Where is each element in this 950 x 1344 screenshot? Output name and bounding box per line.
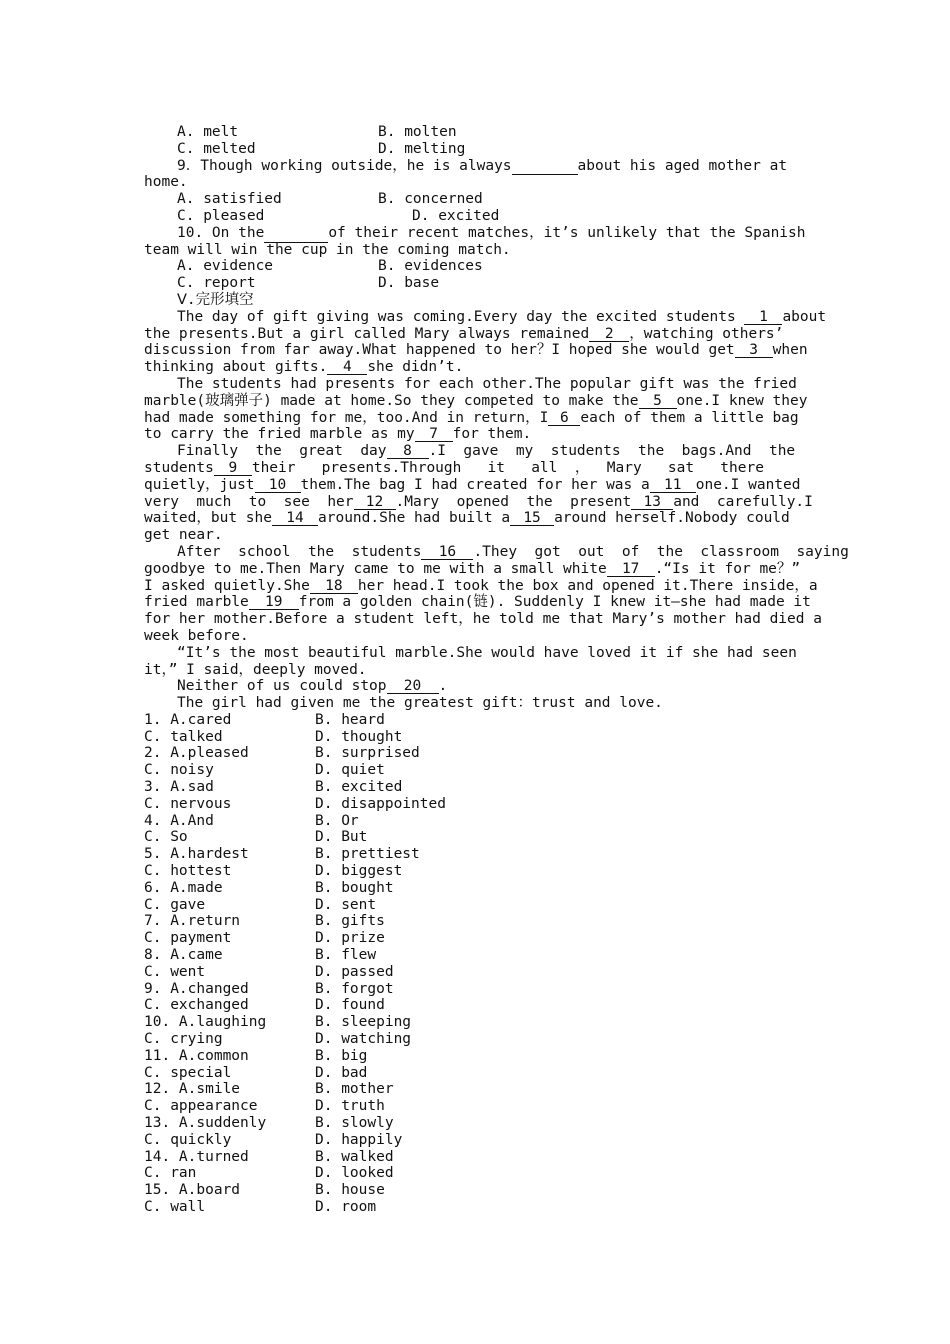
options-list	[144, 712, 806, 1216]
blank-6: 6	[548, 411, 580, 426]
passage-line: for her mother.Before a student left，he told me that Mary’s mother had died a	[144, 611, 822, 628]
option-right: D. bad	[315, 1064, 368, 1081]
q10-options-row-1	[144, 258, 806, 275]
blank-15: 15	[510, 511, 554, 526]
blank-16: 16	[421, 545, 473, 560]
option-row	[144, 813, 806, 830]
option-row	[144, 1132, 806, 1149]
option-row	[144, 913, 806, 930]
option-row	[144, 829, 806, 846]
q9-option-c: C. pleased	[177, 207, 265, 224]
option-row	[144, 1098, 806, 1115]
option-left: 12. A.smile	[144, 1081, 241, 1098]
blank-11: 11	[650, 478, 696, 493]
option-right: D. prize	[315, 930, 385, 947]
blank-9: 9	[214, 461, 252, 476]
option-row	[144, 880, 806, 897]
option-right: B. excited	[315, 779, 403, 796]
q10-option-a: A. evidence	[177, 258, 274, 275]
passage-line: waited，but she 14 around.She had built a 15 around herself.Nobody could	[144, 510, 790, 527]
option-right: D. truth	[315, 1098, 385, 1115]
option-left: C. quickly	[144, 1131, 232, 1148]
passage-line: Finally the great day 8 .I gave my students the bags.And the	[177, 443, 796, 460]
q8-options-row-2	[144, 141, 806, 158]
option-right: D. passed	[315, 963, 394, 980]
option-left: 6. A.made	[144, 879, 223, 896]
option-right: B. prettiest	[315, 846, 420, 863]
blank-5: 5	[639, 394, 677, 409]
blank-14: 14	[272, 511, 318, 526]
option-left: C. went	[144, 963, 206, 980]
passage-line: discussion from far away.What happened to her？I hoped she would get 3 when	[144, 342, 808, 359]
q8-option-c: C. melted	[177, 140, 256, 157]
option-row	[144, 745, 806, 762]
option-right: B. flew	[315, 947, 377, 964]
option-left: 9. A.changed	[144, 980, 249, 997]
option-row	[144, 1048, 806, 1065]
option-right: D. sent	[315, 896, 377, 913]
passage-line: week before.	[144, 627, 249, 644]
option-right: D. quiet	[315, 762, 385, 779]
option-right: B. sleeping	[315, 1014, 412, 1031]
option-row	[144, 712, 806, 729]
q10-stem: 10. On the of their recent matches，it’s unlikely that the Spanish	[177, 224, 806, 241]
option-right: B. forgot	[315, 980, 394, 997]
option-right: D. disappointed	[315, 795, 446, 812]
blank-12: 12	[354, 495, 396, 510]
q9-stem-cont: home.	[144, 174, 188, 191]
passage-line: I asked quietly.She 18 her head.I took the box and opened it.There inside，a	[144, 577, 818, 594]
option-row	[144, 947, 806, 964]
option-right: D. biggest	[315, 863, 403, 880]
passage-line: the presents.But a girl called Mary always remained 2 ，watching others’	[144, 325, 784, 342]
blank-20: 20	[387, 679, 439, 694]
option-row	[144, 1115, 806, 1132]
option-left: C. exchanged	[144, 997, 249, 1014]
blank-8: 8	[387, 444, 429, 459]
passage-line: “It’s the most beautiful marble.She would have loved it if she had seen	[177, 644, 797, 661]
option-right: D. room	[315, 1199, 377, 1215]
blank-1: 1	[744, 310, 782, 325]
q9-option-d: D. excited	[412, 207, 500, 224]
option-left: 1. A.cared	[144, 711, 232, 728]
option-right: D. found	[315, 997, 385, 1014]
passage-line: The girl had given me the greatest gift：trust and love.	[177, 695, 663, 712]
option-row	[144, 897, 806, 914]
option-left: C. crying	[144, 1031, 223, 1048]
q8-option-a: A. melt	[177, 124, 239, 140]
passage-line: goodbye to me.Then Mary came to me with a small white 17 .“Is it for me？”	[144, 560, 801, 577]
option-left: C. gave	[144, 896, 206, 913]
blank-3: 3	[735, 343, 773, 358]
section-title: Ⅴ.完形填空	[177, 291, 254, 308]
passage-line: fried marble 19 from a golden chain(链). Suddenly I knew it—she had made it	[144, 594, 811, 611]
option-left: 14. A.turned	[144, 1148, 249, 1165]
option-left: 5. A.hardest	[144, 846, 249, 863]
option-right: B. walked	[315, 1148, 394, 1165]
option-row	[144, 1182, 806, 1199]
option-right: D. looked	[315, 1165, 394, 1182]
q10-blank	[264, 225, 328, 243]
option-left: 4. A.And	[144, 812, 214, 829]
blank-2: 2	[589, 327, 629, 342]
option-left: C. appearance	[144, 1098, 258, 1115]
passage-line: marble(玻璃弹子) made at home.So they competed to make the 5 one.I knew they	[144, 392, 808, 409]
q8-option-b: B. molten	[378, 124, 457, 140]
q8-option-d: D. melting	[378, 140, 466, 157]
option-right: D. watching	[315, 1031, 412, 1048]
passage-line: After school the students 16 .They got out of the classroom saying	[177, 543, 849, 560]
option-row	[144, 762, 806, 779]
option-left: 15. A.board	[144, 1182, 241, 1199]
passage-line: it，” I said，deeply moved.	[144, 661, 367, 678]
blank-4: 4	[327, 360, 367, 375]
blank-17: 17	[607, 562, 655, 577]
option-right: D. thought	[315, 728, 403, 745]
q10-option-d: D. base	[378, 275, 440, 292]
q9-options-row-1	[144, 191, 806, 208]
q10-options-row-2	[144, 275, 806, 292]
option-row	[144, 997, 806, 1014]
q9-blank	[512, 158, 578, 176]
option-row	[144, 863, 806, 880]
q9-stem: 9．Though working outside，he is always about his aged mother at	[177, 157, 788, 174]
option-right: B. heard	[315, 711, 385, 728]
q8-options-row-1	[144, 124, 806, 141]
document-page	[144, 124, 849, 1216]
option-right: B. gifts	[315, 913, 385, 930]
blank-18: 18	[310, 579, 358, 594]
option-left: C. noisy	[144, 762, 214, 779]
option-left: C. special	[144, 1064, 232, 1081]
passage-line: Neither of us could stop 20 .	[177, 678, 448, 695]
passage-line: thinking about gifts. 4 she didn’t.	[144, 359, 464, 376]
option-left: C. hottest	[144, 863, 232, 880]
option-row	[144, 1149, 806, 1166]
option-row	[144, 1165, 806, 1182]
passage-line: quietly，just 10 them.The bag I had created for her was a 11 one.I wanted	[144, 476, 801, 493]
option-right: B. mother	[315, 1081, 394, 1098]
option-left: 2. A.pleased	[144, 745, 249, 762]
option-left: C. talked	[144, 728, 223, 745]
passage-line: very much to see her 12 .Mary opened the present 13 and carefully.I	[144, 493, 813, 510]
option-row	[144, 1014, 806, 1031]
option-right: D. But	[315, 829, 368, 846]
option-row	[144, 981, 806, 998]
q10-option-b: B. evidences	[378, 258, 483, 275]
blank-7: 7	[415, 427, 453, 442]
option-left: 10. A.laughing	[144, 1014, 267, 1031]
option-row	[144, 779, 806, 796]
option-left: 11. A.common	[144, 1047, 249, 1064]
option-left: 3. A.sad	[144, 779, 214, 796]
option-row	[144, 1065, 806, 1082]
option-row	[144, 729, 806, 746]
option-left: 7. A.return	[144, 913, 241, 930]
option-left: C. ran	[144, 1165, 197, 1182]
option-row	[144, 1081, 806, 1098]
q10-stem-cont: team will win the cup in the coming match.	[144, 241, 511, 258]
option-right: B. surprised	[315, 745, 420, 762]
option-row	[144, 846, 806, 863]
option-left: 8. A.came	[144, 947, 223, 964]
option-row	[144, 1199, 806, 1216]
option-right: D. happily	[315, 1131, 403, 1148]
option-right: B. house	[315, 1182, 385, 1199]
passage-line: had made something for me，too.And in return，I 6 each of them a little bag	[144, 409, 799, 426]
q9-options-row-2	[144, 208, 806, 225]
passage-line: to carry the fried marble as my 7 for them.	[144, 426, 532, 443]
option-left: C. wall	[144, 1199, 206, 1215]
option-right: B. big	[315, 1047, 368, 1064]
option-left: C. So	[144, 829, 188, 846]
option-left: C. payment	[144, 930, 232, 947]
option-right: B. Or	[315, 812, 359, 829]
option-right: B. slowly	[315, 1115, 394, 1132]
passage-line: The day of gift giving was coming.Every day the excited students 1 about	[177, 308, 827, 325]
q9-option-a: A. satisfied	[177, 191, 282, 208]
option-row	[144, 964, 806, 981]
option-left: C. nervous	[144, 795, 232, 812]
blank-13: 13	[631, 495, 673, 510]
option-row	[144, 930, 806, 947]
passage-line: get near.	[144, 527, 223, 544]
blank-19: 19	[249, 595, 299, 610]
option-row	[144, 1031, 806, 1048]
passage-line: The students had presents for each other.The popular gift was the fried	[177, 375, 797, 392]
q10-option-c: C. report	[177, 275, 256, 292]
q9-option-b: B. concerned	[378, 191, 483, 208]
option-left: 13. A.suddenly	[144, 1115, 267, 1132]
option-row	[144, 796, 806, 813]
passage-line: students 9 their presents.Through it all ， Mary sat there	[144, 459, 764, 476]
option-right: B. bought	[315, 879, 394, 896]
blank-10: 10	[255, 478, 301, 493]
